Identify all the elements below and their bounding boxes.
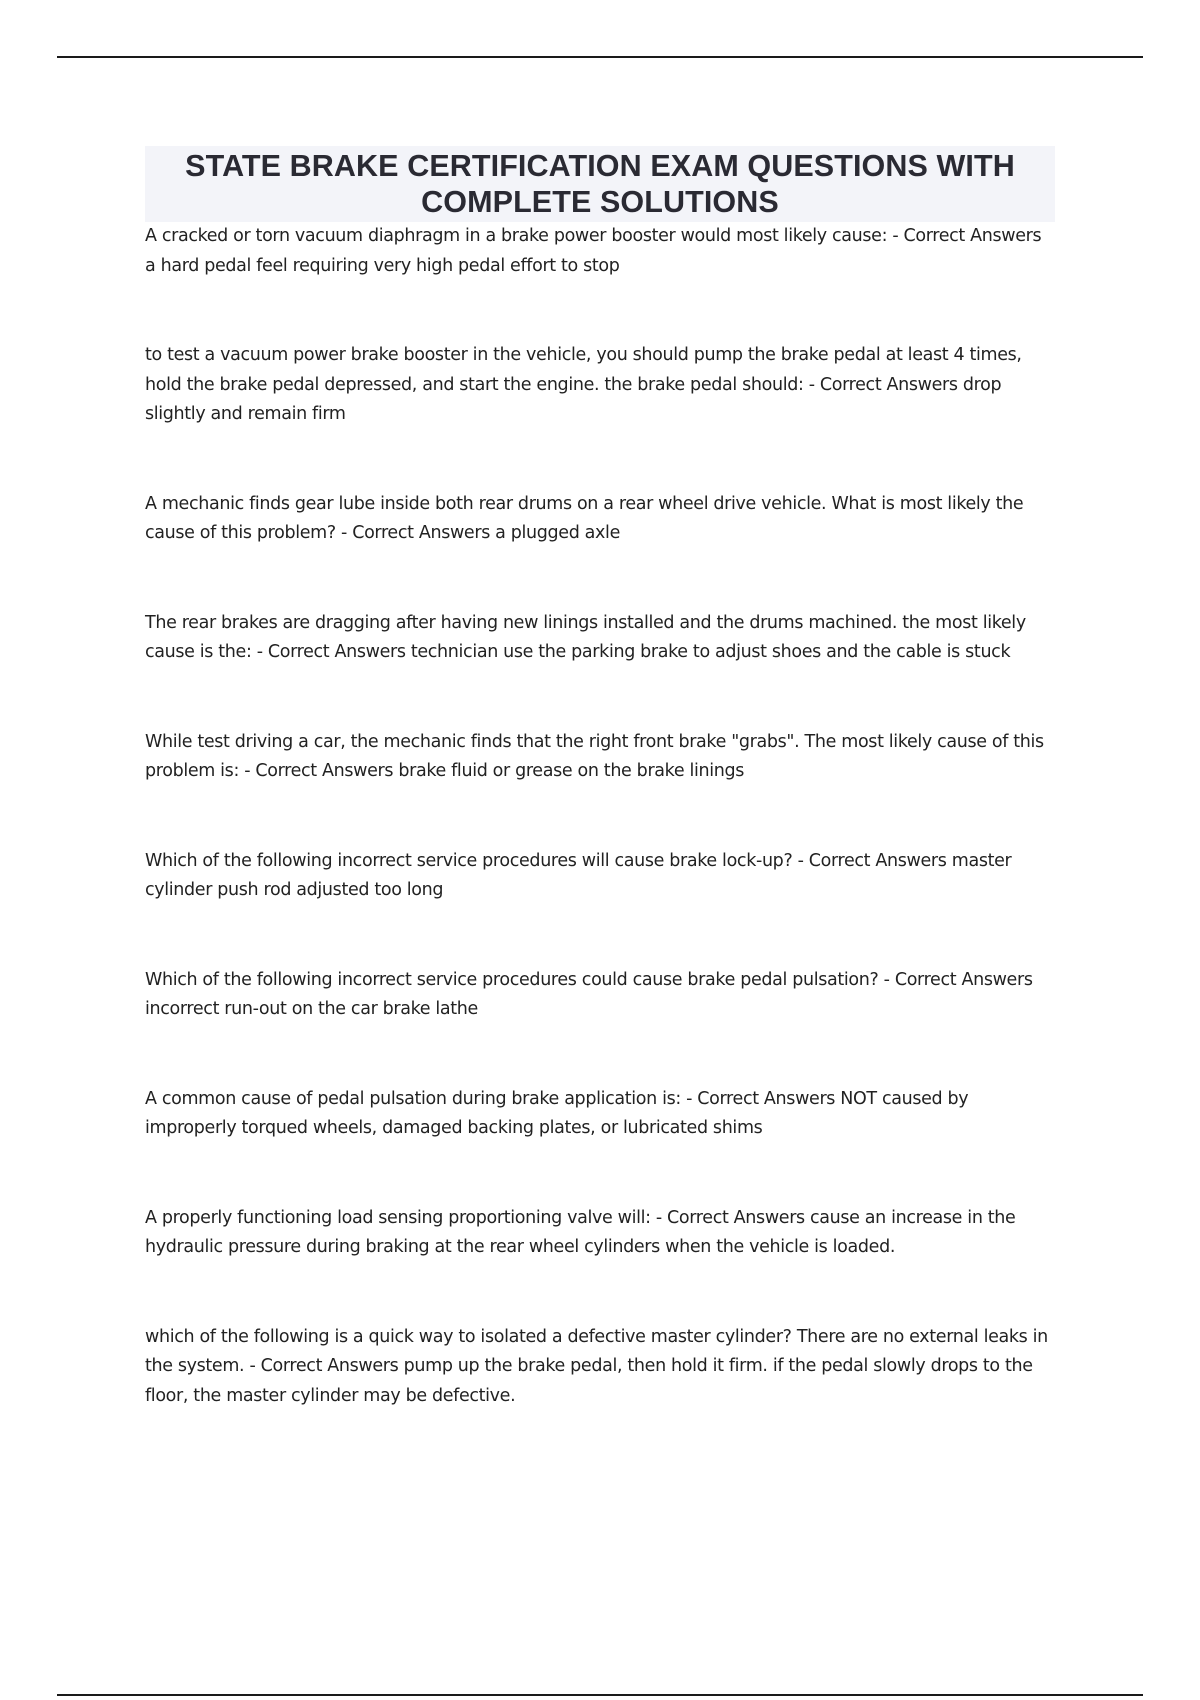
header-rule [57,56,1143,58]
question-list [145,222,1055,1411]
question-answer-4: The rear brakes are dragging after having new linings installed and the drums machined. the most likely cause is the: - Correct Answers technician use the parking brake to adjust shoes and the cable is stuck [145,612,1026,662]
question-answer-2: to test a vacuum power brake booster in the vehicle, you should pump the brake pedal at least 4 times, hold the brake pedal depressed, and start the engine. the brake pedal should: - Correct Answers drop slightly and remain firm [145,345,1022,424]
question-answer-3: A mechanic finds gear lube inside both rear drums on a rear wheel drive vehicle. What is most likely the cause of this problem? - Correct Answers a plugged axle [145,493,1024,543]
question-answer-9: A properly functioning load sensing proportioning valve will: - Correct Answers cause an increase in the hydraulic pressure during braking at the rear wheel cylinders when the vehicle is loaded. [145,1207,1016,1257]
question-answer-8: A common cause of pedal pulsation during brake application is: - Correct Answers NOT caused by improperly torqued wheels, damaged backing plates, or lubricated shims [145,1088,969,1138]
title-banner [145,146,1055,222]
question-answer-6: Which of the following incorrect service procedures will cause brake lock-up? - Correct Answers master cylinder push rod adjusted too long [145,850,1012,900]
document-body [145,146,1055,1411]
footer-rule [57,1694,1143,1696]
question-answer-10: which of the following is a quick way to isolated a defective master cylinder? There are no external leaks in the system. - Correct Answers pump up the brake pedal, then hold it firm. if the pedal slowly drops to the floor, the master cylinder may be defective. [145,1326,1048,1406]
question-answer-5: While test driving a car, the mechanic finds that the right front brake "grabs". The most likely cause of this problem is: - Correct Answers brake fluid or grease on the brake linings [145,731,1044,781]
question-answer-1: A cracked or torn vacuum diaphragm in a brake power booster would most likely cause: - Correct Answers a hard pedal feel requiring very high pedal effort to stop [145,226,1042,276]
document-title: STATE BRAKE CERTIFICATION EXAM QUESTIONS WITH COMPLETE SOLUTIONS [185,149,1015,219]
question-answer-7: Which of the following incorrect service procedures could cause brake pedal pulsation? - Correct Answers incorrect run-out on the car brake lathe [145,969,1033,1019]
